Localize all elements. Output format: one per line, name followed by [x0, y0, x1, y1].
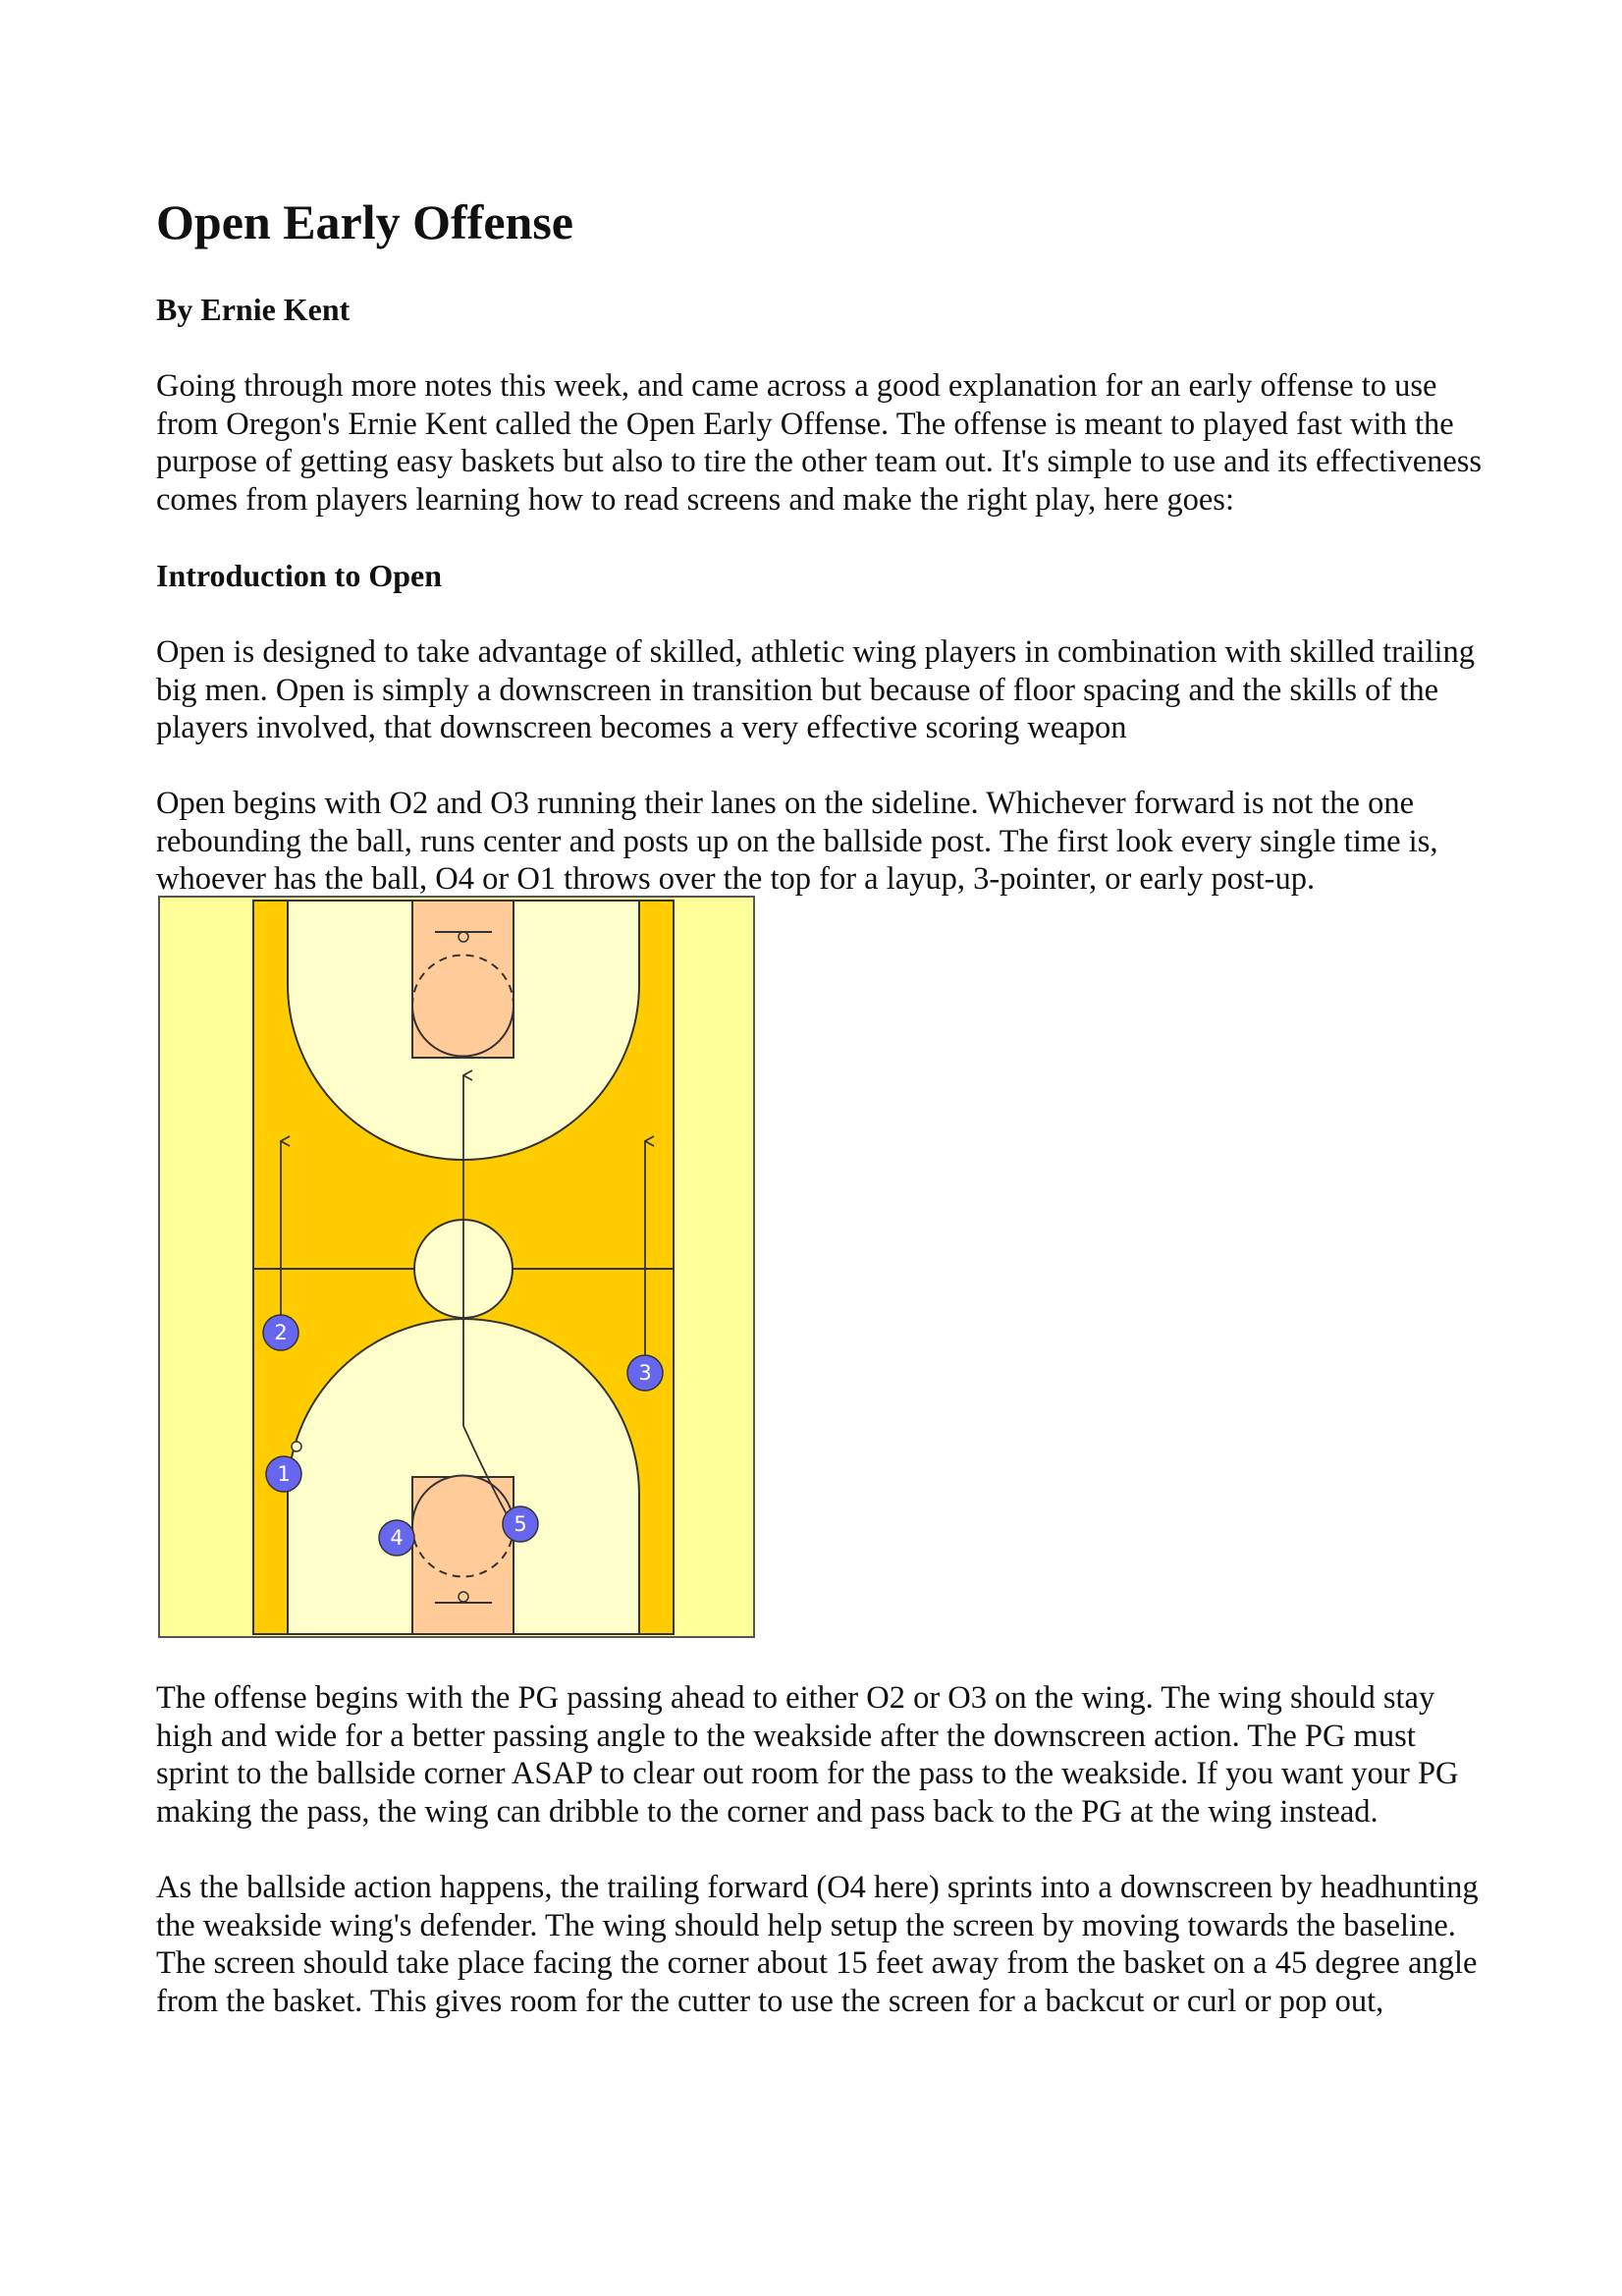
- player-2-marker: [263, 1315, 298, 1350]
- intro-paragraph: Going through more notes this week, and came across a good explanation for an early offense to use from Oregon's Ernie Kent called the Open Early Offense. The offense is meant to played fast with the purpose of getting easy baskets but also to tire the other team out. It's simple to use and its effectiveness comes from players learning how to read screens and make the right play, here goes:: [156, 368, 1483, 518]
- player-1-label: 1: [277, 1462, 291, 1486]
- page-title: Open Early Offense: [156, 194, 573, 249]
- design-paragraph: Open is designed to take advantage of skilled, athletic wing players in combination with skilled trailing big men. Open is simply a downscreen in transition but because of floor spacing and the skills of the players involved, that downscreen becomes a very effective scoring weapon: [156, 634, 1476, 746]
- player-5-marker: [503, 1506, 538, 1542]
- player-3-label: 3: [638, 1361, 652, 1385]
- section-heading: Introduction to Open: [156, 558, 443, 593]
- pg-paragraph: The offense begins with the PG passing ahead to either O2 or O3 on the wing. The wing should stay high and wide for a better passing angle to the weakside after the downscreen action. The PG must sprint to the ballside corner ASAP to clear out room for the pass to the weakside. If you want your PG making the pass, the wing can dribble to the corner and pass back to the PG at the wing instead.: [156, 1680, 1459, 1830]
- player-4-label: 4: [390, 1526, 404, 1550]
- player-2-label: 2: [274, 1321, 288, 1344]
- player-5-label: 5: [514, 1512, 527, 1536]
- player-3-marker: [627, 1355, 663, 1391]
- screen-paragraph: As the ballside action happens, the trailing forward (O4 here) sprints into a downscreen by headhunting the weakside wing's defender. The wing should help setup the screen by moving towards the baseline. The screen should take place facing the corner about 15 feet away from the basket on a 45 degree angle from the basket. This gives room for the cutter to use the screen for a backcut or curl or pop out,: [156, 1870, 1479, 2019]
- court-diagram: [158, 896, 755, 1638]
- ball-icon: [292, 1442, 301, 1451]
- player-1-marker: [266, 1456, 301, 1492]
- author-byline: By Ernie Kent: [156, 292, 351, 327]
- player-4-marker: [379, 1520, 414, 1556]
- begins-paragraph: Open begins with O2 and O3 running their lanes on the sideline. Whichever forward is not the one rebounding the ball, runs center and posts up on the ballside post. The first look every single time is, whoever has the ball, O4 or O1 throws over the top for a layup, 3-pointer, or early post-up.: [156, 786, 1438, 898]
